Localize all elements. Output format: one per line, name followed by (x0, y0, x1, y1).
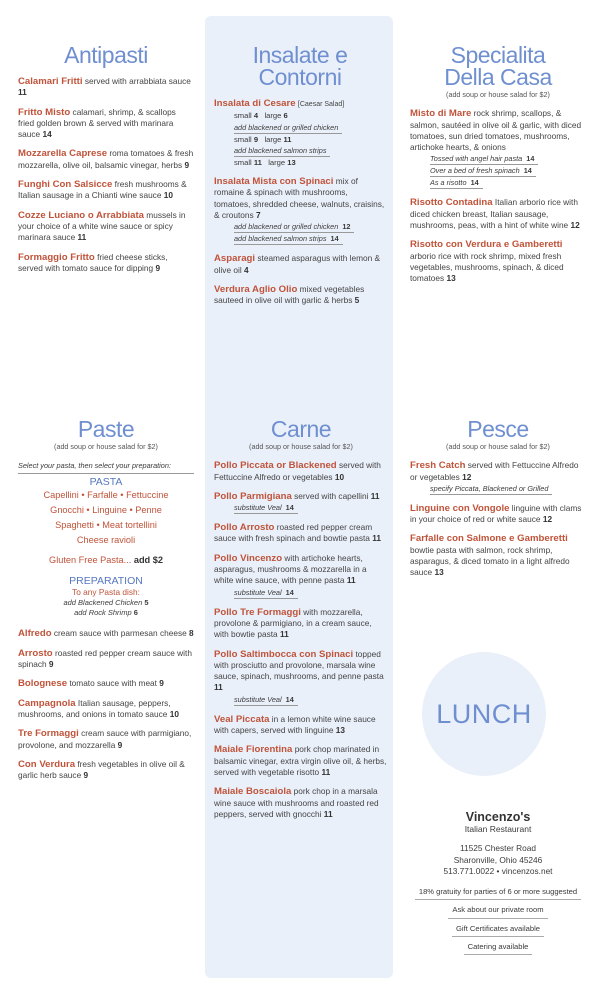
item-name: Pollo Tre Formaggi (214, 606, 301, 618)
size-small-price: 11 (253, 157, 262, 167)
menu-item-asparagi (214, 253, 386, 276)
paste-subtitle: (add soup or house salad for $2) (54, 442, 158, 451)
carne-heading: Carne (270, 416, 332, 442)
item-price: 11 (18, 87, 27, 98)
item-price: 14 (42, 129, 52, 140)
specialita-heading-line1: Specialita (450, 42, 546, 68)
info-note: Gift Certificates available (452, 923, 544, 937)
item-description: Italian arborio rice with diced chicken breast, Italian sausage, mushrooms, peas, with a hint of white wine (410, 197, 578, 231)
info-note: Catering available (464, 941, 533, 955)
pesce-section (410, 418, 586, 587)
size-small-price: 9 (253, 134, 259, 144)
menu-item (214, 607, 388, 641)
size-prices (234, 110, 386, 121)
item-description: tomato sauce with meat (69, 678, 157, 689)
menu-item (214, 460, 388, 483)
item-price: 10 (334, 471, 345, 482)
paste-list (18, 628, 194, 781)
preparation-subtitle: To any Pasta dish: (72, 587, 140, 598)
item-name: Farfalle con Salmone e Gamberetti (410, 533, 568, 545)
menu-item (410, 533, 586, 578)
size-small-label: small (234, 157, 252, 167)
menu-item (18, 678, 194, 689)
size-small-label: small (234, 134, 252, 144)
menu-item (18, 728, 194, 751)
item-description: with artichoke hearts, asparagus, mushrooms & mozzarella in a white wine sauce, with penne pasta (214, 552, 367, 586)
menu-item (214, 786, 388, 820)
item-description: arborio rice with rock shrimp, mixed fresh vegetables, mushrooms, spinach, & diced tomatoes (410, 250, 564, 284)
item-name: Risotto con Verdura e Gamberetti (410, 239, 563, 251)
size-large-label: large (268, 157, 286, 167)
option-label: Over a bed of fresh spinach 14 (430, 165, 536, 177)
item-name: Maiale Boscaiola (214, 786, 292, 798)
pasta-types-line: Gnocchi • Linguine • Penne (50, 504, 162, 515)
item-name: Arrosto (18, 647, 53, 659)
menu-item-verdura (214, 284, 386, 307)
menu-item (18, 648, 194, 671)
item-name: Pollo Vincenzo (214, 552, 283, 564)
item-name: Asparagi (214, 253, 256, 265)
menu-item (214, 553, 388, 599)
carne-list (214, 460, 388, 820)
specialita-heading-line2: Della Casa (444, 64, 552, 90)
item-price: 9 (184, 159, 190, 170)
menu-item (214, 649, 388, 706)
item-name: Risotto Contadina (410, 197, 493, 209)
insalate-section (214, 44, 386, 315)
item-name: Misto di Mare (410, 108, 472, 120)
item-price: 4 (243, 264, 249, 275)
size-small-label: small (234, 111, 252, 121)
restaurant-tagline: Italian Restaurant (464, 824, 532, 834)
item-description: Italian sausage, peppers, mushrooms, and onions in tomato sauce (18, 697, 171, 719)
notes-list (410, 886, 586, 959)
menu-item (214, 744, 388, 778)
paste-heading: Paste (77, 416, 135, 442)
paste-instruction: Select your pasta, then select your preparation: (18, 460, 194, 473)
item-name: Cozze Luciano o Arrabbiata (18, 209, 144, 221)
item-description: linguine with clams in your choice of red or white sauce (410, 502, 582, 525)
carne-section (214, 418, 388, 828)
insalate-heading-line1: Insalate e (252, 42, 348, 68)
item-description: fresh mushrooms & Italian sausage in a Chianti wine sauce (18, 179, 187, 201)
item-name: Pollo Arrosto (214, 522, 275, 534)
preparation-option: add Rock Shrimp 6 (74, 608, 138, 618)
option-label (234, 694, 298, 706)
option-price: 14 (285, 503, 294, 513)
item-description: roasted red pepper cream sauce with spinach (18, 647, 192, 670)
item-name: Tre Formaggi (18, 728, 79, 740)
menu-item-fresh-catch (410, 460, 586, 495)
paste-section (18, 418, 194, 789)
preparation-option: add Blackened Chicken 5 (63, 598, 149, 608)
info-note: Ask about our private room (448, 904, 547, 918)
item-price: 13 (434, 567, 444, 578)
antipasti-section (18, 44, 194, 282)
option-label (234, 587, 298, 599)
item-description: served with Fettuccine Alfredo or vegetables (410, 460, 579, 482)
item-description: mixed vegetables sauteed in olive oil with garlic & herbs (214, 283, 365, 306)
item-name: Verdura Aglio Olio (214, 283, 298, 295)
item-description: fresh vegetables in olive oil & garlic herb sauce (18, 758, 185, 781)
item-description: cream sauce with parmigiano, provolone, and mozzarella (18, 728, 192, 750)
menu-item-cesare (214, 98, 386, 168)
item-price: 12 (462, 471, 472, 482)
item-description: cream sauce with parmesan cheese (53, 628, 187, 639)
menu-item (18, 76, 194, 99)
menu-item (214, 714, 388, 737)
antipasti-heading: Antipasti (64, 42, 148, 68)
gluten-free-line: Gluten Free Pasta... add $2 (49, 554, 163, 565)
info-note: 18% gratuity for parties of 6 or more suggested (415, 886, 581, 900)
item-price: 11 (77, 232, 87, 243)
item-price: 8 (189, 628, 194, 639)
item-price: 5 (354, 295, 360, 306)
lunch-badge: LUNCH (422, 652, 546, 776)
option-label: specify Piccata, Blackened or Grilled (430, 483, 552, 495)
size-large-label: large (264, 111, 282, 121)
item-price: 11 (323, 808, 333, 819)
carne-subtitle: (add soup or house salad for $2) (249, 442, 353, 451)
item-name: Fritto Misto (18, 106, 71, 118)
menu-item (18, 107, 194, 141)
option-text: substitute Veal (234, 694, 282, 704)
item-price: 9 (117, 739, 123, 750)
item-description: fried cheese sticks, served with tomato sauce for dipping (18, 251, 168, 273)
menu-item (410, 503, 586, 526)
item-description: steamed asparagus with lemon & olive oil (214, 253, 381, 275)
pasta-heading: PASTA (89, 475, 123, 488)
restaurant-name: Vincenzo's (465, 810, 531, 824)
menu-item (18, 759, 194, 782)
pesce-heading: Pesce (467, 416, 529, 442)
option-label: add blackened or grilled chicken (234, 122, 342, 134)
item-description: in a lemon white wine sauce with capers, served with linguine (214, 713, 376, 736)
pesce-subtitle: (add soup or house salad for $2) (446, 442, 550, 451)
item-description: roasted red pepper cream sauce with fresh spinach and bowtie pasta (214, 522, 373, 544)
specialita-section (410, 44, 586, 293)
item-price: 13 (335, 725, 345, 736)
item-description: pork chop marinated in balsamic vinegar, extra virgin olive oil, & herbs, served with vegetable risotto (214, 744, 387, 777)
item-name: Fresh Catch (410, 460, 466, 472)
item-description: mix of romaine & spinach with mushrooms, tomatoes, shredded cheese, walnuts, craisins, & croutons (214, 176, 385, 221)
size-large-price: 6 (283, 111, 288, 121)
item-description: served with capellini (294, 490, 369, 501)
option-price: 14 (285, 694, 294, 704)
item-name: Formaggio Fritto (18, 251, 95, 263)
option-label (234, 502, 298, 514)
option-text: substitute Veal (234, 503, 282, 513)
menu-item (18, 148, 194, 171)
option-label: add blackened salmon strips 14 (234, 233, 343, 245)
item-name: Veal Piccata (214, 713, 270, 725)
item-price: 12 (542, 514, 553, 525)
pasta-types-line: Cheese ravioli (76, 534, 136, 545)
size-large-price: 13 (287, 157, 296, 167)
item-name: Pollo Piccata or Blackened (214, 460, 337, 472)
menu-item (214, 522, 388, 545)
item-name: Pollo Saltimbocca con Spinaci (214, 648, 354, 660)
item-name: Mozzarella Caprese (18, 148, 108, 160)
item-price: 9 (155, 262, 161, 273)
item-name: Bolognese (18, 678, 68, 690)
item-description: served with Fettuccine Alfredo or vegetables (214, 460, 381, 482)
option-label: add blackened or grilled chicken 12 (234, 221, 354, 233)
menu-item (18, 698, 194, 721)
item-price: 11 (279, 629, 289, 640)
item-price: 13 (446, 273, 456, 284)
item-price: 10 (163, 190, 173, 201)
option-label: Tossed with angel hair pasta 14 (430, 153, 538, 165)
size-small-price: 4 (253, 111, 259, 121)
item-price: 10 (169, 708, 179, 719)
item-price: 11 (370, 490, 380, 501)
restaurant-address: 11525 Chester Road (460, 843, 536, 854)
item-description: rock shrimp, scallops, & salmon, sautéed in olive oil & garlic, with diced tomatoes, sun dried tomatoes, mushrooms, artichoke hearts, & onions (410, 108, 582, 153)
item-description: bowtie pasta with salmon, rock shrimp, asparagus, & diced tomato in a light alfredo sauce (410, 544, 570, 578)
item-name: Maiale Fiorentina (214, 744, 293, 756)
item-price: 9 (83, 770, 89, 781)
item-description: mussels in your choice of a white wine sauce or spicy marinara sauce (18, 209, 186, 243)
item-name: Calamari Fritti (18, 76, 83, 87)
item-price: 9 (48, 659, 54, 670)
preparation-heading: PREPARATION (69, 574, 143, 587)
menu-item-mista (214, 176, 386, 245)
restaurant-contact: 513.771.0022 • vincenzos.net (443, 865, 553, 876)
item-description: roma tomatoes & fresh mozzarella, olive oil, balsamic vinegar, herbs (18, 148, 194, 170)
menu-item-risotto-gamberetti (410, 239, 586, 284)
item-name: Insalata di Cesare (214, 98, 296, 109)
item-name: Con Verdura (18, 758, 76, 770)
option-price: 14 (285, 587, 294, 597)
item-name: Insalata Mista con Spinaci (214, 176, 334, 188)
item-name: Alfredo (18, 628, 52, 640)
item-description: served with arrabbiata sauce (84, 76, 191, 86)
menu-item (18, 628, 194, 639)
item-price: 7 (255, 210, 261, 221)
item-note: [Caesar Salad] (297, 101, 345, 108)
option-label: add blackened salmon strips (234, 145, 330, 157)
menu-item (18, 210, 194, 244)
item-price: 11 (346, 575, 356, 586)
menu-item (18, 179, 194, 202)
size-large-price: 11 (283, 134, 292, 144)
restaurant-city: Sharonville, Ohio 45246 (453, 854, 543, 865)
restaurant-info (410, 810, 586, 959)
item-name: Funghi Con Salsicce (18, 179, 113, 191)
menu-item (18, 252, 194, 275)
insalate-heading-line2: Contorni (258, 64, 342, 90)
item-name: Linguine con Vongole (410, 502, 510, 514)
item-description: pork chop in a marsala wine sauce with mushrooms and roasted red peppers, served with gnocchi (214, 786, 379, 819)
item-price: 11 (214, 682, 223, 693)
size-prices (234, 157, 386, 168)
item-price: 11 (321, 766, 331, 777)
antipasti-list (18, 76, 194, 274)
menu-item (214, 491, 388, 514)
item-price: 9 (159, 678, 164, 689)
option-label: As a risotto 14 (430, 177, 483, 189)
size-large-label: large (264, 134, 282, 144)
pesce-list (410, 503, 586, 579)
size-prices (234, 134, 386, 145)
menu-item-misto-di-mare (410, 108, 586, 189)
pasta-types-line: Capellini • Farfalle • Fettuccine (43, 489, 169, 500)
item-description: calamari, shrimp, & scallops fried golden brown & served with marinara sauce (18, 106, 176, 140)
item-price: 11 (372, 533, 381, 544)
pasta-types-line: Spaghetti • Meat tortellini (55, 519, 157, 530)
menu-item-risotto-contadina (410, 197, 586, 231)
option-text: substitute Veal (234, 587, 282, 597)
item-name: Pollo Parmigiana (214, 490, 292, 502)
item-name: Campagnola (18, 697, 76, 709)
item-description: with mozzarella, provolone & parmigiano, in a cream sauce, with bowtie pasta (214, 606, 372, 640)
item-price: 12 (570, 220, 580, 231)
specialita-subtitle: (add soup or house salad for $2) (446, 90, 550, 99)
item-description: topped with prosciutto and provolone, marsala wine sauce, spinach, mushrooms, and penne pasta (214, 648, 384, 682)
